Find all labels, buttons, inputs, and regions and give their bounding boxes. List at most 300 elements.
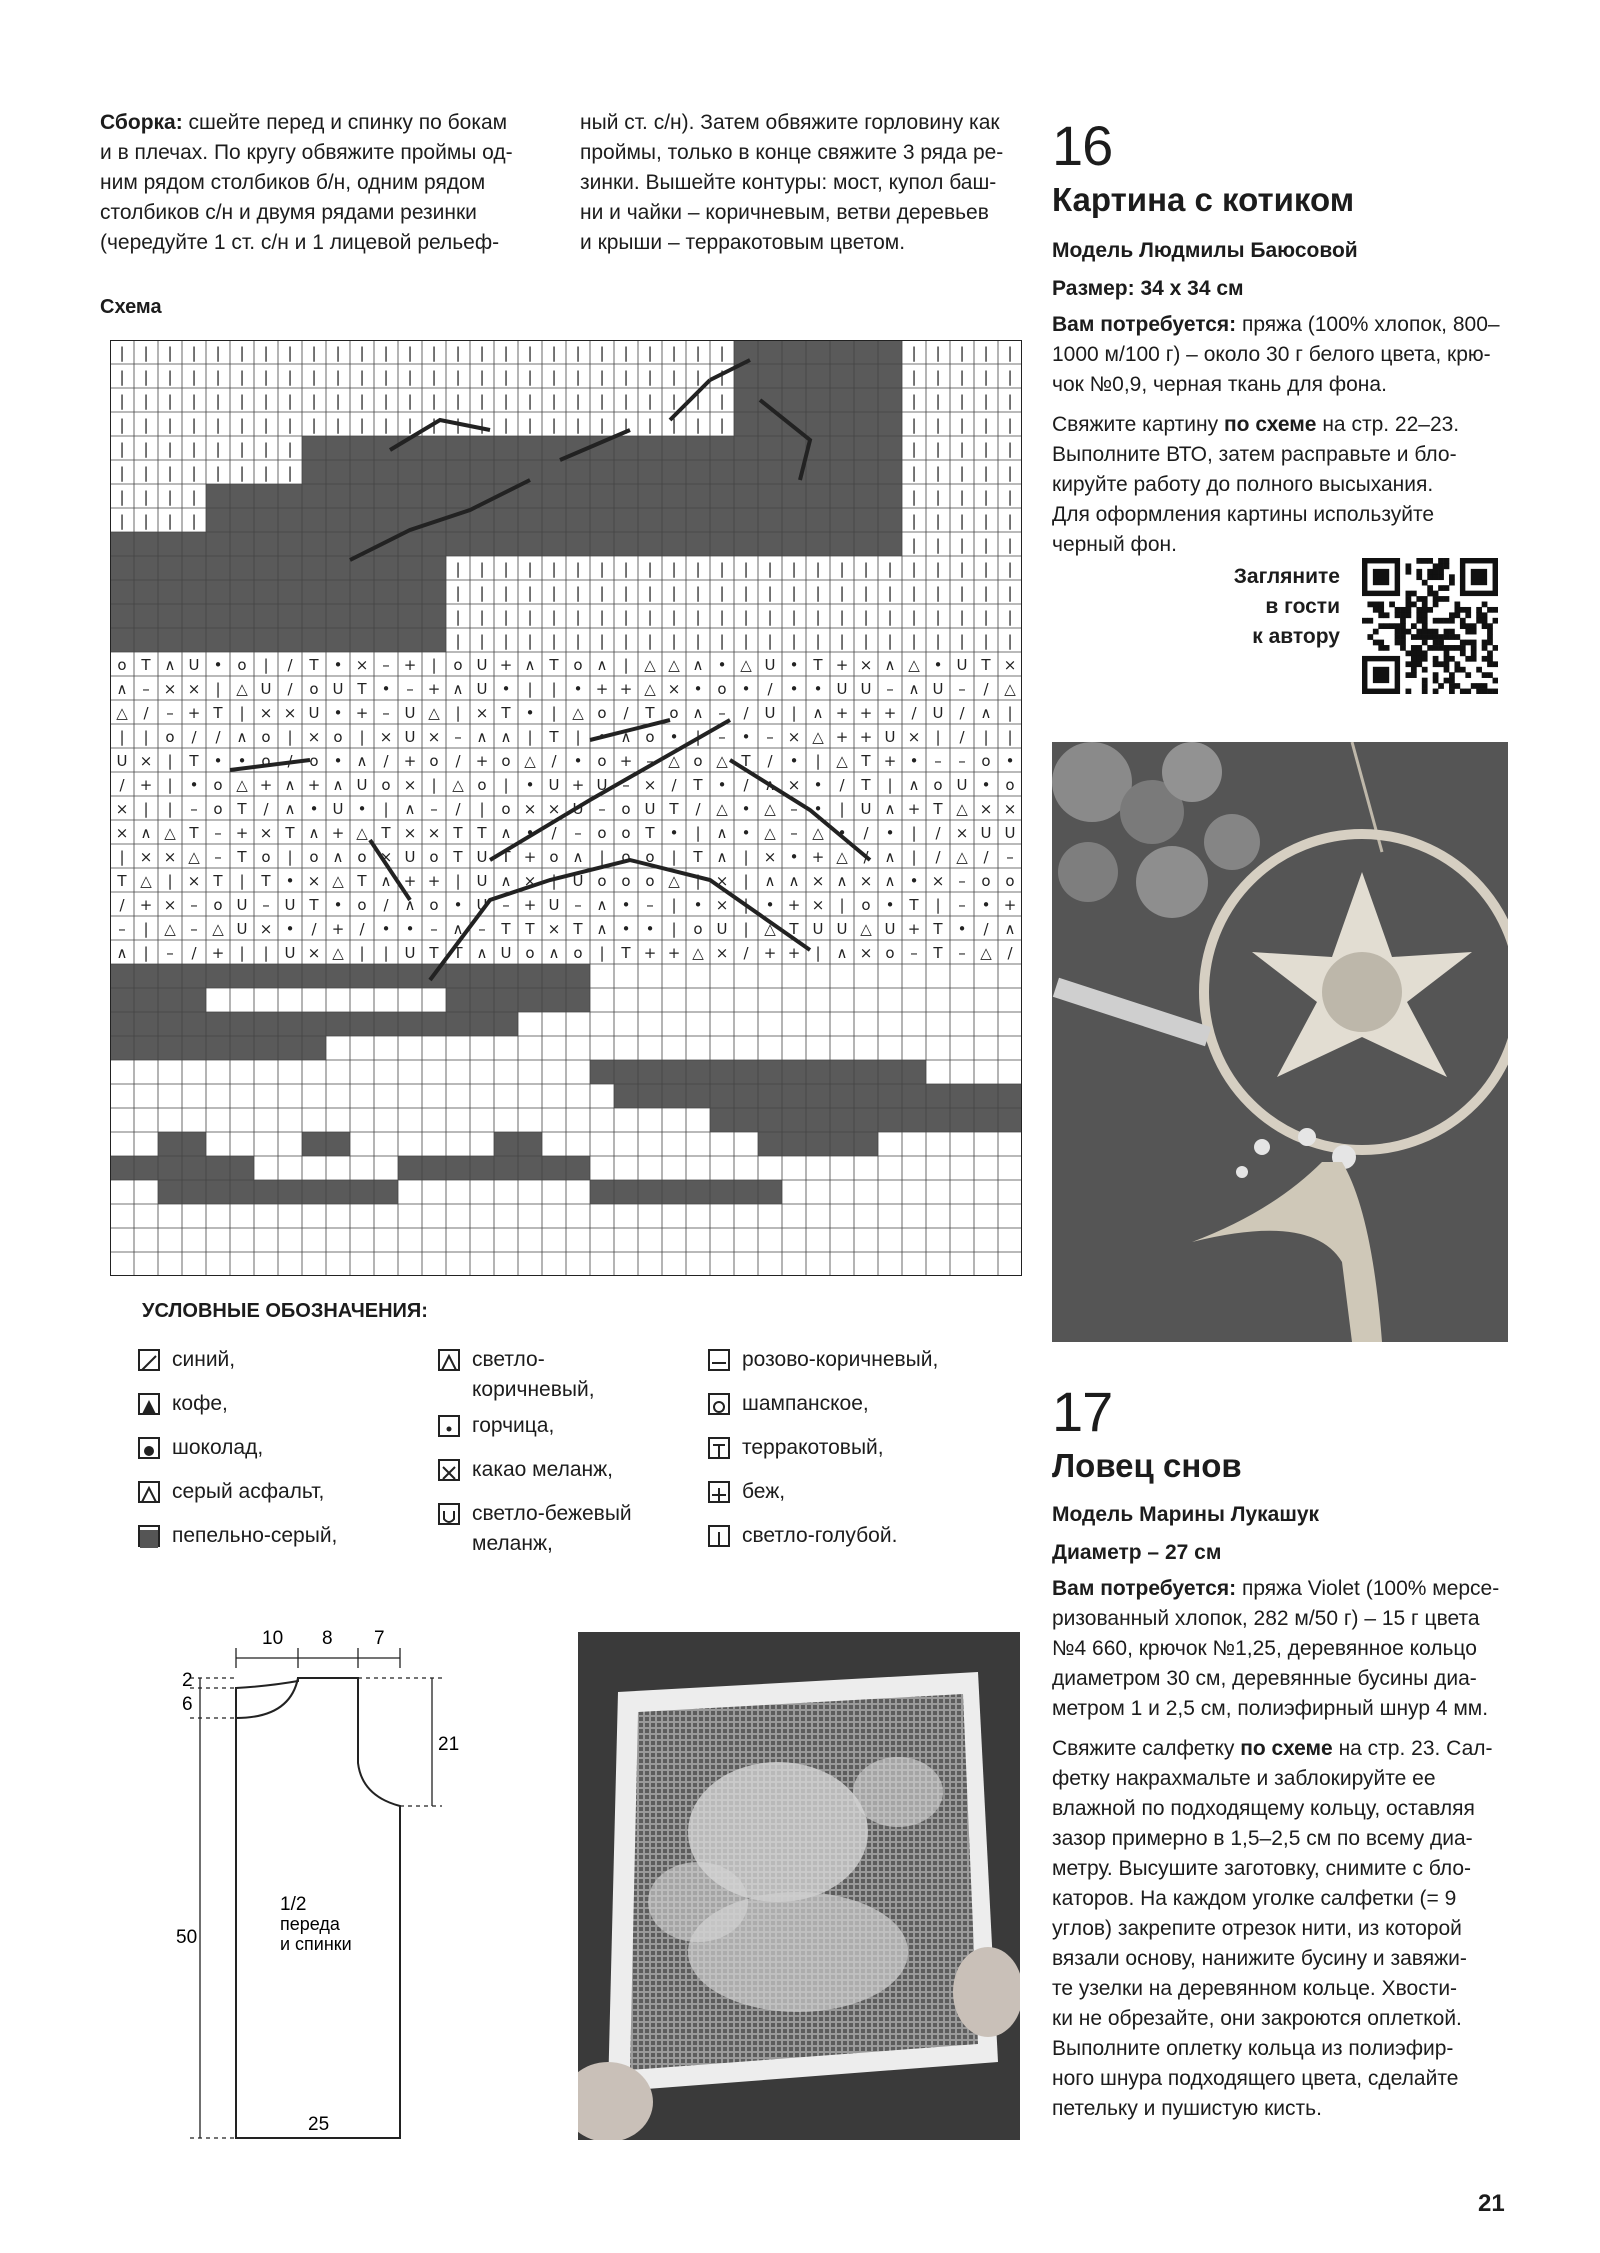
chart-cell-symbol: • xyxy=(981,896,991,914)
qr-module xyxy=(1438,596,1444,602)
chart-cell-dark xyxy=(854,532,878,556)
chart-cell-symbol: | xyxy=(1007,608,1013,626)
qr-code-graphic xyxy=(1362,558,1498,694)
chart-cell-symbol: | xyxy=(119,440,125,458)
chart-cell-symbol: • xyxy=(573,680,583,698)
chart-cell-symbol: / xyxy=(119,776,125,794)
qr-module xyxy=(1444,629,1450,635)
small-dot-icon xyxy=(438,1415,460,1437)
chart-cell-dark xyxy=(446,1156,470,1180)
chart-cell-symbol: o xyxy=(573,944,583,962)
chart-cell-dark xyxy=(206,556,230,580)
chart-cell-symbol: × xyxy=(907,728,921,746)
chart-cell-symbol: × xyxy=(163,680,177,698)
chart-cell-dark xyxy=(998,1084,1022,1108)
knitting-chart xyxy=(110,340,1022,1276)
chart-cell-dark xyxy=(830,532,854,556)
chart-cell-symbol: △ xyxy=(836,752,848,770)
chart-cell-symbol: o xyxy=(645,848,655,866)
dim-left-1: 2 xyxy=(182,1670,193,1691)
chart-cell-symbol: | xyxy=(743,632,749,650)
chart-cell-symbol: • xyxy=(381,680,391,698)
chart-cell-symbol: | xyxy=(935,536,941,554)
qr-module xyxy=(1465,689,1471,694)
chart-cell-dark xyxy=(374,508,398,532)
qr-module xyxy=(1465,640,1471,646)
chart-cell-symbol: • xyxy=(597,728,607,746)
qr-code[interactable] xyxy=(1362,558,1498,694)
chart-cell-dark xyxy=(614,1180,638,1204)
chart-cell-symbol: | xyxy=(983,488,989,506)
chart-cell-symbol: T xyxy=(357,872,367,890)
chart-cell-symbol: △ xyxy=(764,800,776,818)
chart-cell-dark xyxy=(326,1180,350,1204)
chart-cell-symbol: | xyxy=(911,584,917,602)
chart-cell-symbol: | xyxy=(383,392,389,410)
chart-cell-dark xyxy=(662,484,686,508)
qr-module xyxy=(1400,607,1406,613)
chart-cell-symbol: • xyxy=(309,800,319,818)
chart-cell-symbol: U xyxy=(284,896,296,914)
chart-cell-symbol: • xyxy=(885,896,895,914)
chart-cell-dark xyxy=(158,628,182,652)
chart-cell-symbol: T xyxy=(645,824,655,842)
qr-module xyxy=(1487,634,1493,640)
qr-module xyxy=(1444,661,1450,667)
chart-cell-symbol: | xyxy=(623,368,629,386)
chart-cell-symbol: – xyxy=(886,680,894,698)
chart-cell-symbol: | xyxy=(527,392,533,410)
chart-cell-dark xyxy=(302,1012,326,1036)
chart-cell-dark xyxy=(302,436,326,460)
chart-cell-symbol: • xyxy=(333,656,343,674)
chart-cell-symbol: • xyxy=(525,704,535,722)
chart-cell-symbol: U xyxy=(404,728,416,746)
chart-cell-symbol: • xyxy=(741,728,751,746)
chart-cell-symbol: | xyxy=(911,488,917,506)
chart-cell-symbol: U xyxy=(500,944,512,962)
chart-cell-symbol: | xyxy=(671,848,677,866)
chart-cell-dark xyxy=(158,556,182,580)
chart-cell-symbol: | xyxy=(407,416,413,434)
chart-cell-symbol: ∧ xyxy=(116,680,128,698)
qr-module xyxy=(1454,645,1460,651)
chart-cell-symbol: – xyxy=(646,752,654,770)
qr-finder xyxy=(1373,667,1389,683)
chart-cell-dark xyxy=(230,1012,254,1036)
chart-cell-symbol: | xyxy=(191,512,197,530)
chart-cell-symbol: | xyxy=(719,632,725,650)
qr-module xyxy=(1422,596,1428,602)
chart-cell-dark xyxy=(686,532,710,556)
chart-cell-dark xyxy=(806,484,830,508)
chart-cell-dark xyxy=(302,628,326,652)
chart-cell-dark xyxy=(902,1084,926,1108)
chart-cell-dark xyxy=(350,580,374,604)
chart-cell-symbol: / xyxy=(287,656,293,674)
chart-cell-symbol: | xyxy=(383,944,389,962)
chart-cell-symbol: / xyxy=(743,704,749,722)
chart-cell-dark xyxy=(686,508,710,532)
chart-cell-symbol: | xyxy=(431,776,437,794)
chart-cell-symbol: U xyxy=(404,704,416,722)
qr-module xyxy=(1460,618,1466,624)
chart-cell-dark xyxy=(878,436,902,460)
chart-cell-symbol: T xyxy=(741,752,751,770)
chart-cell-dark xyxy=(350,1180,374,1204)
chart-cell-symbol: / xyxy=(455,752,461,770)
chart-cell-symbol: ∧ xyxy=(884,656,896,674)
chart-cell-symbol: | xyxy=(335,416,341,434)
chart-cell-dark xyxy=(110,988,134,1012)
chart-cell-symbol: • xyxy=(333,896,343,914)
chart-cell-symbol: △ xyxy=(764,920,776,938)
chart-cell-symbol: • xyxy=(909,872,919,890)
chart-cell-symbol: | xyxy=(983,440,989,458)
chart-cell-dark xyxy=(902,1108,926,1132)
pattern-label-2: переда xyxy=(280,1914,340,1934)
chart-cell-symbol: △ xyxy=(836,848,848,866)
chart-cell-symbol: | xyxy=(1007,488,1013,506)
chart-cell-symbol: | xyxy=(935,896,941,914)
chart-cell-dark xyxy=(830,1060,854,1084)
chart-cell-dark xyxy=(782,532,806,556)
chart-cell-dark xyxy=(830,460,854,484)
qr-module xyxy=(1482,672,1488,678)
chart-cell-symbol: | xyxy=(599,344,605,362)
chart-cell-dark xyxy=(422,1012,446,1036)
chart-cell-symbol: | xyxy=(887,776,893,794)
chart-cell-symbol: – xyxy=(574,896,582,914)
chart-cell-symbol: | xyxy=(1007,416,1013,434)
chart-cell-dark xyxy=(830,412,854,436)
qr-module xyxy=(1406,569,1412,575)
chart-cell-symbol: – xyxy=(262,896,270,914)
chart-cell-symbol: × xyxy=(859,656,873,674)
chart-cell-symbol: × xyxy=(259,824,273,842)
chart-cell-symbol: | xyxy=(863,560,869,578)
chart-cell-symbol: | xyxy=(719,392,725,410)
chart-cell-symbol: | xyxy=(959,440,965,458)
chart-cell-dark xyxy=(398,484,422,508)
qr-module xyxy=(1427,607,1433,613)
qr-module xyxy=(1406,591,1412,597)
chart-cell-symbol: | xyxy=(287,440,293,458)
chart-cell-dark xyxy=(806,508,830,532)
chart-cell-symbol: • xyxy=(237,752,247,770)
chart-cell-symbol: | xyxy=(287,416,293,434)
chart-cell-symbol: × xyxy=(187,680,201,698)
chart-cell-symbol: | xyxy=(239,344,245,362)
chart-cell-symbol: | xyxy=(407,344,413,362)
chart-cell-symbol: | xyxy=(983,560,989,578)
qr-module xyxy=(1487,661,1493,667)
chart-cell-symbol: U xyxy=(956,656,968,674)
chart-cell-symbol: | xyxy=(695,560,701,578)
qr-module xyxy=(1427,585,1433,591)
chart-cell-symbol: + xyxy=(835,656,849,674)
chart-cell-dark xyxy=(566,1156,590,1180)
chart-cell-dark xyxy=(326,628,350,652)
chart-cell-symbol: T xyxy=(213,872,223,890)
chart-cell-symbol: o xyxy=(117,656,127,674)
chart-cell-symbol: | xyxy=(887,632,893,650)
chart-cell-symbol: • xyxy=(645,920,655,938)
chart-cell-symbol: △ xyxy=(452,776,464,794)
chart-cell-symbol: • xyxy=(621,896,631,914)
chart-cell-symbol: | xyxy=(335,368,341,386)
chart-cell-dark xyxy=(470,988,494,1012)
chart-cell-dark xyxy=(758,1108,782,1132)
chart-cell-symbol: | xyxy=(863,632,869,650)
legend-item-cross xyxy=(438,1455,613,1485)
chart-cell-symbol: / xyxy=(767,752,773,770)
chart-cell-symbol: • xyxy=(717,656,727,674)
chart-cell-symbol: / xyxy=(383,752,389,770)
chart-cell-symbol: • xyxy=(693,680,703,698)
chart-cell-symbol: ∧ xyxy=(980,704,992,722)
chart-cell-symbol: o xyxy=(597,704,607,722)
qr-module xyxy=(1395,640,1401,646)
chart-cell-dark xyxy=(662,1060,686,1084)
chart-cell-symbol: | xyxy=(959,632,965,650)
qr-module xyxy=(1454,661,1460,667)
qr-module xyxy=(1416,618,1422,624)
chart-cell-symbol: △ xyxy=(236,776,248,794)
chart-cell-symbol: | xyxy=(551,368,557,386)
qr-module xyxy=(1395,607,1401,613)
chart-cell-symbol: | xyxy=(575,608,581,626)
chart-cell-dark xyxy=(758,436,782,460)
chart-cell-symbol: | xyxy=(815,752,821,770)
chart-cell-symbol: | xyxy=(503,608,509,626)
chart-cell-symbol: | xyxy=(911,416,917,434)
qr-module xyxy=(1449,645,1455,651)
chart-cell-dark xyxy=(494,1012,518,1036)
chart-cell-symbol: × xyxy=(163,848,177,866)
chart-cell-symbol: | xyxy=(839,632,845,650)
chart-cell-dark xyxy=(182,1132,206,1156)
chart-cell-dark xyxy=(182,1180,206,1204)
qr-module xyxy=(1406,607,1412,613)
chart-cell-symbol: | xyxy=(623,656,629,674)
qr-module xyxy=(1367,602,1373,608)
chart-cell-dark xyxy=(182,580,206,604)
chart-cell-symbol: • xyxy=(837,824,847,842)
legend-item-small-dot xyxy=(438,1411,554,1441)
chart-cell-symbol: | xyxy=(167,776,173,794)
chart-cell-symbol: | xyxy=(743,608,749,626)
chart-cell-symbol: △ xyxy=(764,824,776,842)
chart-cell-symbol: | xyxy=(335,392,341,410)
chart-cell-symbol: + xyxy=(211,944,225,962)
qr-module xyxy=(1433,689,1439,694)
qr-module xyxy=(1460,645,1466,651)
chart-cell-symbol: | xyxy=(935,608,941,626)
chart-cell-symbol: T xyxy=(573,920,583,938)
chart-cell-symbol: | xyxy=(839,896,845,914)
chart-cell-symbol: / xyxy=(359,920,365,938)
chart-cell-dark xyxy=(854,436,878,460)
qr-module xyxy=(1482,618,1488,624)
qr-module xyxy=(1465,629,1471,635)
chart-cell-dark xyxy=(206,1180,230,1204)
qr-module xyxy=(1449,574,1455,580)
chart-cell-dark xyxy=(230,532,254,556)
chart-cell-symbol: × xyxy=(523,872,537,890)
chart-cell-symbol: o xyxy=(597,872,607,890)
chart-cell-symbol: | xyxy=(959,392,965,410)
legend-label: розово-коричневый, xyxy=(742,1348,939,1371)
qr-module xyxy=(1487,672,1493,678)
chart-cell-dark xyxy=(830,484,854,508)
chart-cell-symbol: ∧ xyxy=(620,728,632,746)
chart-cell-dark xyxy=(878,388,902,412)
chart-cell-symbol: ∧ xyxy=(356,752,368,770)
qr-module xyxy=(1438,661,1444,667)
chart-cell-symbol: | xyxy=(503,776,509,794)
qr-module xyxy=(1454,683,1460,689)
chart-cell-symbol: ∧ xyxy=(332,776,344,794)
assembly-label: Сборка: xyxy=(100,111,183,134)
chart-cell-symbol: U xyxy=(980,824,992,842)
chart-cell-symbol: | xyxy=(551,560,557,578)
chart-cell-symbol: ∧ xyxy=(116,944,128,962)
chart-cell-symbol: + xyxy=(139,896,153,914)
qr-module xyxy=(1471,656,1477,662)
chart-cell-symbol: | xyxy=(143,800,149,818)
chart-cell-symbol: | xyxy=(983,512,989,530)
chart-cell-symbol: ∧ xyxy=(572,848,584,866)
chart-cell-dark xyxy=(326,460,350,484)
qr-module xyxy=(1444,667,1450,673)
qr-module xyxy=(1493,661,1498,667)
qr-module xyxy=(1476,667,1482,673)
chart-cell-symbol: U xyxy=(236,896,248,914)
chart-cell-symbol: | xyxy=(143,512,149,530)
plus-icon xyxy=(708,1481,730,1503)
qr-module xyxy=(1406,596,1412,602)
chart-cell-symbol: × xyxy=(259,920,273,938)
chart-cell-symbol: o xyxy=(429,752,439,770)
chart-cell-symbol: | xyxy=(215,416,221,434)
chart-cell-symbol: ∧ xyxy=(596,656,608,674)
chart-cell-dark xyxy=(542,436,566,460)
qr-module xyxy=(1444,563,1450,569)
chart-cell-symbol: | xyxy=(959,560,965,578)
qr-module xyxy=(1427,634,1433,640)
chart-cell-symbol: | xyxy=(791,632,797,650)
filled-icon xyxy=(138,1525,160,1547)
chart-cell-symbol: + xyxy=(787,944,801,962)
chart-cell-symbol: | xyxy=(1007,512,1013,530)
chart-cell-symbol: • xyxy=(789,656,799,674)
chart-cell-symbol: | xyxy=(911,848,917,866)
chart-cell-symbol: U xyxy=(236,920,248,938)
chart-cell-symbol: • xyxy=(285,920,295,938)
chart-cell-dark xyxy=(182,532,206,556)
qr-module xyxy=(1433,645,1439,651)
chart-cell-symbol: / xyxy=(191,728,197,746)
chart-cell-symbol: / xyxy=(311,920,317,938)
chart-cell-symbol: | xyxy=(647,632,653,650)
chart-cell-symbol: | xyxy=(959,608,965,626)
chart-cell-symbol: △ xyxy=(356,824,368,842)
chart-cell-symbol: | xyxy=(527,344,533,362)
chart-cell-symbol: | xyxy=(239,416,245,434)
chart-cell-dark xyxy=(758,460,782,484)
chart-cell-dark xyxy=(638,436,662,460)
chart-cell-symbol: | xyxy=(407,368,413,386)
qr-module xyxy=(1422,580,1428,586)
section17-instructions: Свяжите салфетку по схеме на стр. 23. Сал- фетку накрахмальте и заблокируйте ее влажной по подходящему кольцу, оставляя зазор примерно в 1,5–2,5 см по всему диа- метру. Высушите заготовку, снимите с бло- каторов. На каждом уголке салфетки (= 9 углов) закрепите отрезок нити, из которой вязали основу, нанижите бусину и завяжи- те узелки на деревянном кольце. Хвости- ки не обрезайте, они закроются оплеткой. Выполните оплетку кольца из полиэфир- ного шнура подходящего цвета, сделайте петельку и пушистую кисть. xyxy=(1052,1737,1493,2120)
chart-cell-dark xyxy=(254,484,278,508)
chart-cell-symbol: U xyxy=(476,896,488,914)
chart-cell-dark xyxy=(302,532,326,556)
chart-cell-symbol: U xyxy=(1004,824,1016,842)
chart-cell-symbol: | xyxy=(143,488,149,506)
qr-module xyxy=(1454,602,1460,608)
chart-cell-dark xyxy=(854,364,878,388)
chart-cell-dark xyxy=(950,1108,974,1132)
chart-cell-symbol: | xyxy=(287,848,293,866)
caret-icon xyxy=(138,1481,160,1503)
chart-cell-symbol: | xyxy=(503,560,509,578)
qr-module xyxy=(1400,618,1406,624)
chart-cell-dark xyxy=(518,508,542,532)
chart-cell-dark xyxy=(230,580,254,604)
chart-cell-dark xyxy=(134,628,158,652)
chart-cell-dark xyxy=(614,532,638,556)
chart-cell-dark xyxy=(494,1132,518,1156)
chart-cell-dark xyxy=(326,436,350,460)
chart-cell-dark xyxy=(302,1036,326,1060)
garment-pattern xyxy=(170,1618,490,2148)
chart-cell-symbol: U xyxy=(812,920,824,938)
chart-cell-symbol: ∧ xyxy=(812,704,824,722)
chart-cell-dark xyxy=(590,508,614,532)
chart-cell-dark xyxy=(494,964,518,988)
qr-module xyxy=(1438,640,1444,646)
chart-cell-dark xyxy=(278,964,302,988)
chart-cell-symbol: | xyxy=(935,392,941,410)
chart-cell-symbol: – xyxy=(574,824,582,842)
chart-cell-symbol: | xyxy=(1007,392,1013,410)
chart-cell-dark xyxy=(134,964,158,988)
chart-cell-dark xyxy=(254,1012,278,1036)
qr-module xyxy=(1433,618,1439,624)
dim-top-1: 10 xyxy=(262,1628,284,1649)
qr-module xyxy=(1454,667,1460,673)
chart-cell-symbol: | xyxy=(959,464,965,482)
chart-cell-symbol: | xyxy=(215,344,221,362)
chart-cell-dark xyxy=(374,604,398,628)
qr-module xyxy=(1438,563,1444,569)
qr-module xyxy=(1449,629,1455,635)
chart-cell-dark xyxy=(134,532,158,556)
chart-cell-dark xyxy=(302,580,326,604)
chart-cell-dark xyxy=(446,484,470,508)
chart-cell-dark xyxy=(782,364,806,388)
chart-cell-symbol: | xyxy=(359,368,365,386)
chart-cell-dark xyxy=(638,532,662,556)
chart-cell-dark xyxy=(398,1012,422,1036)
chart-cell-symbol: △ xyxy=(716,752,728,770)
qr-module xyxy=(1438,574,1444,580)
qr-module xyxy=(1460,623,1466,629)
qr-module xyxy=(1482,602,1488,608)
chart-cell-symbol: + xyxy=(403,656,417,674)
